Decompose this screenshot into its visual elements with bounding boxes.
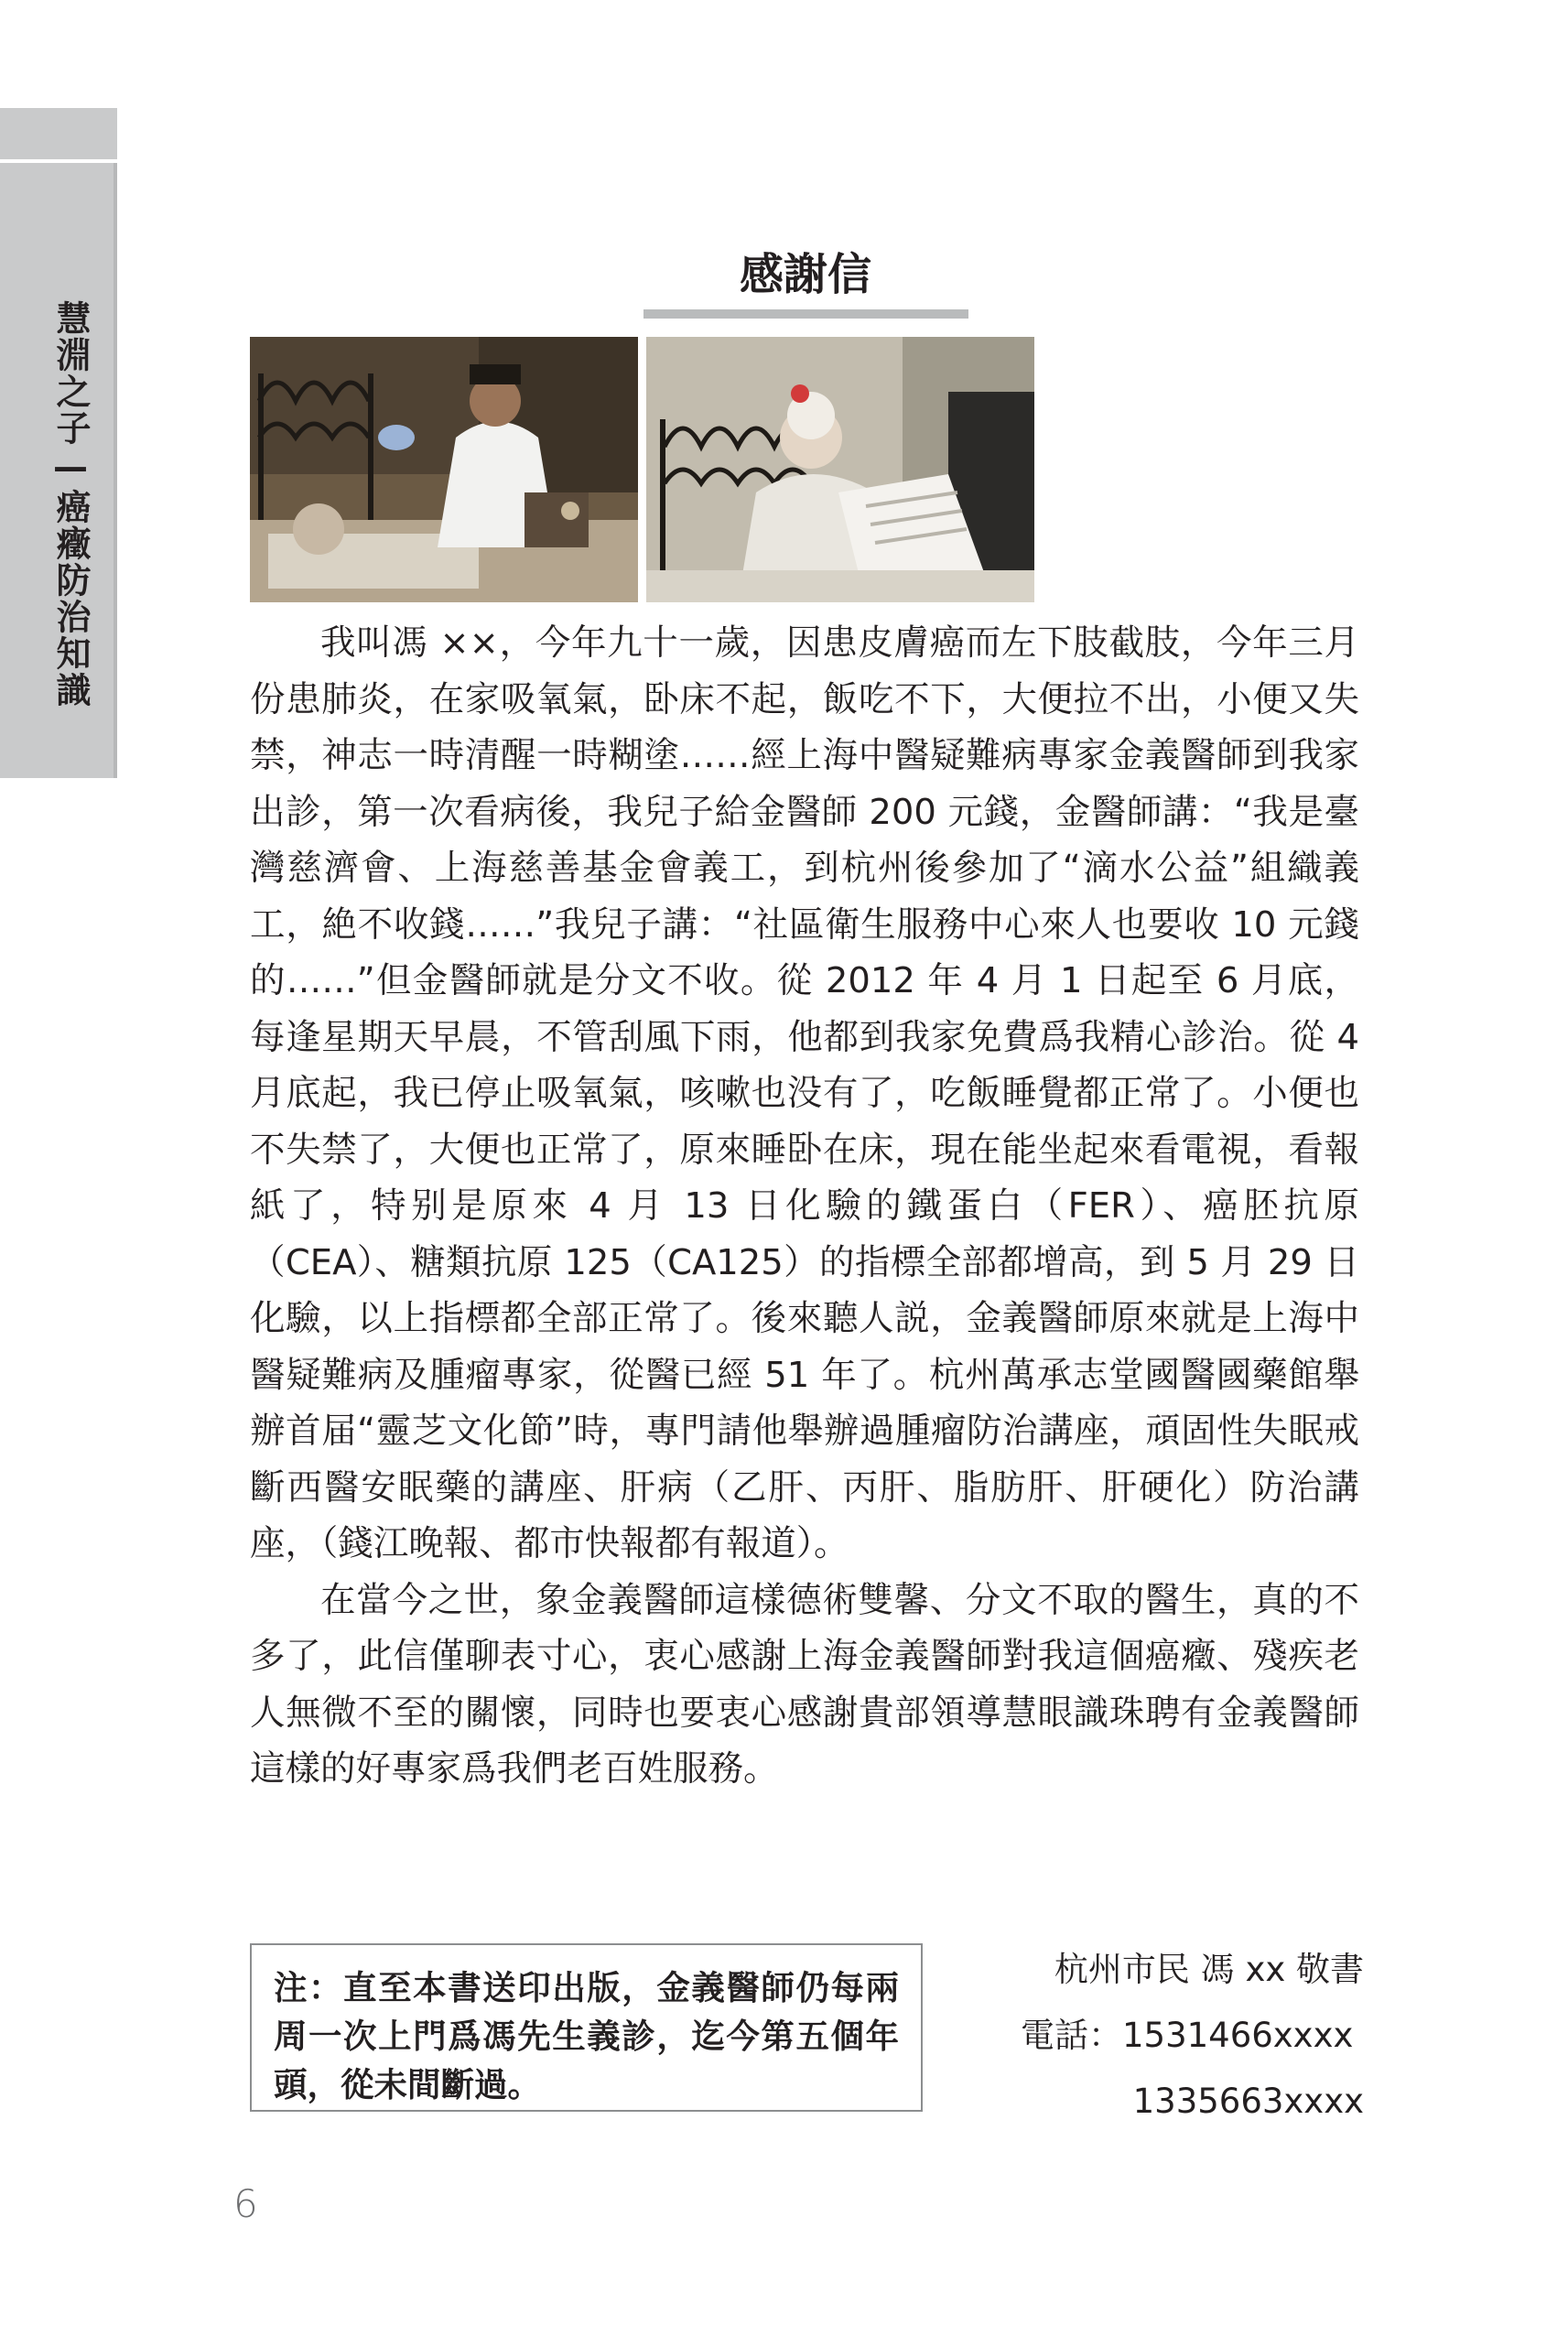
letter-paragraph-2: 在當今之世，象金義醫師這樣德術雙馨、分文不取的醫生，真的不多了，此信僅聊表寸心，衷心感謝上海金義醫師對我這個癌癥、殘疾老人無微不至的關懷，同時也要衷心感謝貴部領導慧眼識珠聘有金義醫師這樣的好專家爲我們老百姓服務。 <box>250 1579 1359 1790</box>
editor-note-box: 注：直至本書送印出版，金義醫師仍每兩周一次上門爲馮先生義診，迄今第五個年頭，從未間斷過。 <box>250 1943 923 2112</box>
photo-doctor-visit <box>250 337 638 602</box>
title-underline <box>643 309 968 319</box>
side-tab-top-block <box>0 108 117 159</box>
page-title: 感謝信 <box>739 249 871 300</box>
signature-phone-1: 電話：1531466xxxx <box>1021 2016 1354 2055</box>
photo-patient-reading-newspaper <box>646 337 1034 602</box>
signature-block <box>1021 1942 1364 2140</box>
letter-paragraph-1: 我叫馮 ××，今年九十一歲，因患皮膚癌而左下肢截肢，今年三月份患肺炎，在家吸氧氣，卧床不起，飯吃不下，大便拉不出，小便又失禁，神志一時清醒一時糊塗……經上海中醫疑難病專家金義醫師到我家出診，第一次看病後，我兒子給金醫師 200 元錢，金醫師講：“我是臺灣慈濟會、上海慈善基金會義工，到杭州後參加了“滴水公益”組織義工，絶不收錢……”我兒子講：“社區衛生服務中心來人也要收 10 元錢的……”但金醫師就是分文不收。從 2012 年 4 月 1 日起至 6 月底，每逢星期天早晨，不管刮風下雨，他都到我家免費爲我精心診治。從 4 月底起，我已停止吸氧氣，咳嗽也没有了，吃飯睡覺都正常了。小便也不失禁了，大便也正常了，原來睡卧在床，現在能坐起來看電視，看報紙了，特别是原來 4 月 13 日化驗的鐵蛋白（FER）、癌胚抗原（CEA）、糖類抗原 125（CA125）的指標全部都增高，到 5 月 29 日化驗，以上指標都全部正常了。後來聽人説，金義醫師原來就是上海中醫疑難病及腫瘤專家，從醫已經 51 年了。杭州萬承志堂國醫國藥館舉辦首届“靈芝文化節”時，專門請他舉辦過腫瘤防治講座，頑固性失眠戒斷西醫安眠藥的講座、肝病（乙肝、丙肝、脂肪肝、肝硬化）防治講座，（錢江晚報、都市快報都有報道）。 <box>250 622 1359 1564</box>
signature-name: 杭州市民 馮 xx 敬書 <box>1054 1950 1364 1989</box>
letter-body <box>250 615 1359 1798</box>
signature-phone-2: 1335663xxxx <box>1132 2082 1364 2121</box>
page-number: 6 <box>233 2181 258 2226</box>
side-tab-label: 慧淵之子—癌癥防治知識 <box>50 300 91 708</box>
